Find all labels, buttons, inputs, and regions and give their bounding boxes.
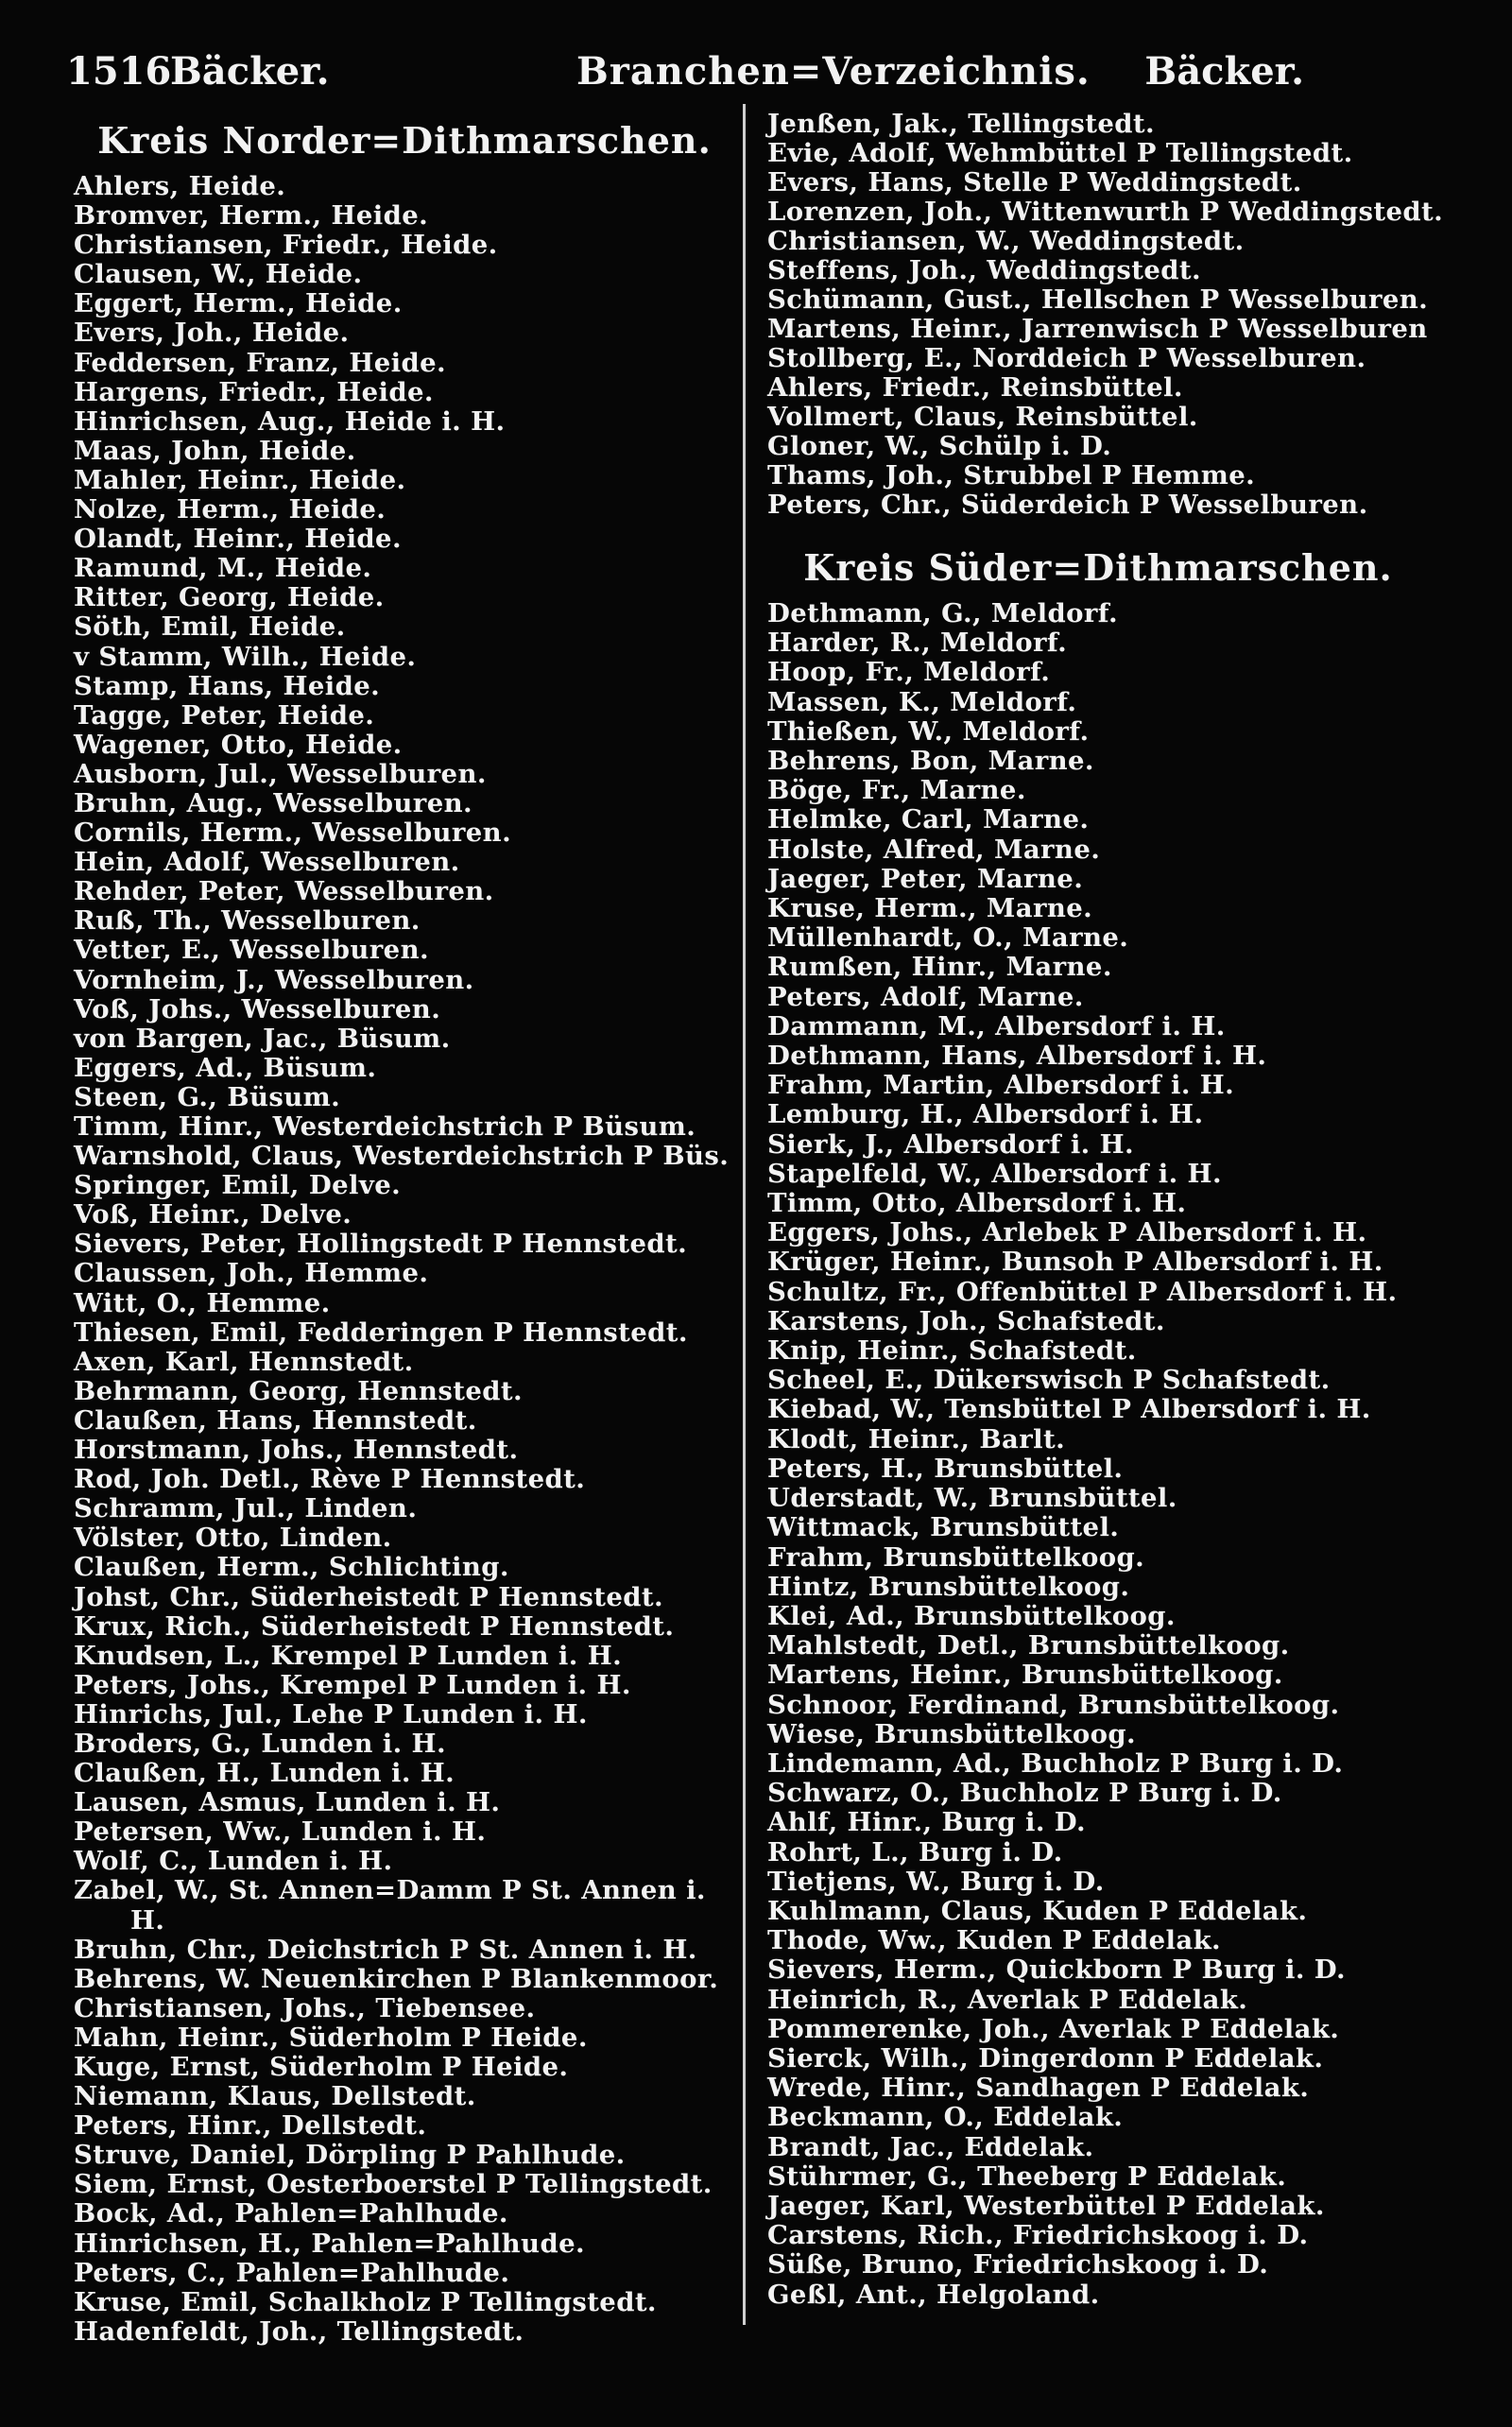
list-item: Ritter, Georg, Heide.: [74, 582, 385, 613]
list-item: Hinrichsen, Aug., Heide i. H.: [74, 405, 506, 437]
list-item: Peters, C., Pahlen=Pahlhude.: [74, 2257, 510, 2288]
list-item: Kruse, Emil, Schalkholz P Tellingstedt.: [74, 2286, 657, 2317]
list-item: Vollmert, Claus, Reinsbüttel.: [767, 402, 1198, 432]
list-item: Siem, Ernst, Oesterboerstel P Tellingstedt.: [74, 2169, 713, 2200]
list-item: Mahler, Heinr., Heide.: [74, 464, 406, 495]
list-item: Gloner, W., Schülp i. D.: [767, 431, 1112, 461]
header-right-keyword: Bäcker.: [1144, 49, 1304, 94]
list-item: Bruhn, Chr., Deichstrich P St. Annen i. H.: [74, 1934, 697, 1965]
list-item: Tietjens, W., Burg i. D.: [767, 1866, 1105, 1897]
list-item: Hinrichs, Jul., Lehe P Lunden i. H.: [74, 1698, 588, 1730]
list-item: Ausborn, Jul., Wesselburen.: [74, 758, 487, 789]
list-item: Axen, Karl, Hennstedt.: [74, 1346, 414, 1377]
list-item: Peters, Adolf, Marne.: [767, 981, 1084, 1012]
list-item: Claußen, Herm., Schlichting.: [74, 1552, 509, 1583]
list-item: Springer, Emil, Delve.: [74, 1170, 402, 1201]
list-item: Ramund, M., Heide.: [74, 553, 372, 584]
list-item: Martens, Heinr., Jarrenwisch P Wesselburen: [767, 314, 1428, 344]
list-item: Martens, Heinr., Brunsbüttelkoog.: [767, 1660, 1283, 1691]
list-item: Horstmann, Johs., Hennstedt.: [74, 1435, 519, 1466]
list-item: Steen, G., Büsum.: [74, 1081, 341, 1112]
list-item: Jaeger, Karl, Westerbüttel P Eddelak.: [767, 2190, 1325, 2221]
header-left-keyword: Bäcker.: [170, 49, 330, 94]
list-item: Knip, Heinr., Schafstedt.: [767, 1335, 1137, 1367]
list-item: Pommerenke, Joh., Averlak P Eddelak.: [767, 2013, 1340, 2044]
list-item: Kiebad, W., Tensbüttel P Albersdorf i. H.: [767, 1394, 1371, 1425]
list-item: Niemann, Klaus, Dellstedt.: [74, 2081, 476, 2112]
list-item: Kuge, Ernst, Süderholm P Heide.: [74, 2052, 569, 2082]
list-item: Ahlers, Heide.: [74, 171, 286, 201]
list-item: Knudsen, L., Krempel P Lunden i. H.: [74, 1640, 623, 1671]
list-item: Rod, Joh. Detl., Rève P Hennstedt.: [74, 1464, 586, 1495]
list-item: Zabel, W., St. Annen=Damm P St. Annen i. H.: [74, 1875, 706, 1936]
list-item: Evers, Hans, Stelle P Weddingstedt.: [767, 167, 1302, 198]
list-item: Dethmann, Hans, Albersdorf i. H.: [767, 1041, 1267, 1072]
list-item: Bock, Ad., Pahlen=Pahlhude.: [74, 2198, 508, 2229]
list-item: Schramm, Jul., Linden.: [74, 1493, 418, 1524]
list-item: Behrens, W. Neuenkirchen P Blankenmoor.: [74, 1963, 719, 1994]
list-item: Peters, Hinr., Dellstedt.: [74, 2110, 427, 2142]
page-number: 1516: [66, 49, 172, 94]
list-item: Krux, Rich., Süderheistedt P Hennstedt.: [74, 1610, 675, 1642]
list-item: Feddersen, Franz, Heide.: [74, 347, 447, 378]
list-item: Timm, Hinr., Westerdeichstrich P Büsum.: [74, 1111, 696, 1142]
list-item: Hintz, Brunsbüttelkoog.: [767, 1571, 1130, 1602]
list-item: von Bargen, Jac., Büsum.: [74, 1023, 451, 1054]
list-item: Wittmack, Brunsbüttel.: [767, 1512, 1120, 1543]
list-item: Claussen, Joh., Hemme.: [74, 1258, 429, 1289]
list-item: Claußen, Hans, Hennstedt.: [74, 1404, 477, 1436]
list-item: Timm, Otto, Albersdorf i. H.: [767, 1188, 1187, 1219]
list-item: v Stamm, Wilh., Heide.: [74, 641, 417, 672]
list-item: Behrmann, Georg, Hennstedt.: [74, 1375, 523, 1406]
list-item: Müllenhardt, O., Marne.: [767, 922, 1129, 954]
list-item: Mahlstedt, Detl., Brunsbüttelkoog.: [767, 1630, 1290, 1661]
list-item: Mahn, Heinr., Süderholm P Heide.: [74, 2022, 588, 2053]
list-item: Voß, Heinr., Delve.: [74, 1199, 352, 1231]
list-item: Uderstadt, W., Brunsbüttel.: [767, 1483, 1177, 1514]
list-item: Kuhlmann, Claus, Kuden P Eddelak.: [767, 1895, 1308, 1926]
list-item: Tagge, Peter, Heide.: [74, 699, 375, 731]
list-item: Clausen, W., Heide.: [74, 259, 363, 290]
list-item: Lemburg, H., Albersdorf i. H.: [767, 1099, 1204, 1130]
list-item: Sievers, Peter, Hollingstedt P Hennstedt.: [74, 1229, 688, 1260]
list-item: Thiesen, Emil, Fedderingen P Hennstedt.: [74, 1317, 688, 1348]
list-item: Claußen, H., Lunden i. H.: [74, 1758, 455, 1789]
list-item: Süße, Bruno, Friedrichskoog i. D.: [767, 2249, 1269, 2281]
list-item: Schwarz, O., Buchholz P Burg i. D.: [767, 1778, 1282, 1809]
list-item: Dethmann, G., Meldorf.: [767, 598, 1118, 628]
list-item: Ahlers, Friedr., Reinsbüttel.: [767, 372, 1183, 403]
list-item: Heinrich, R., Averlak P Eddelak.: [767, 1984, 1248, 2015]
list-item: Kruse, Herm., Marne.: [767, 893, 1093, 924]
list-item: Sierck, Wilh., Dingerdonn P Eddelak.: [767, 2042, 1324, 2074]
list-item: Witt, O., Hemme.: [74, 1287, 331, 1318]
list-item: Klei, Ad., Brunsbüttelkoog.: [767, 1600, 1176, 1631]
list-item: Rehder, Peter, Wesselburen.: [74, 876, 494, 907]
entry-list-sueder: [767, 599, 1429, 2310]
list-item: Warnshold, Claus, Westerdeichstrich P Büs.: [74, 1141, 730, 1172]
list-item: Stollberg, E., Norddeich P Wesselburen.: [767, 343, 1366, 373]
list-item: Rumßen, Hinr., Marne.: [767, 952, 1112, 983]
list-item: Stührmer, G., Theeberg P Eddelak.: [767, 2160, 1287, 2192]
list-item: Schnoor, Ferdinand, Brunsbüttelkoog.: [767, 1689, 1340, 1720]
list-item: Petersen, Ww., Lunden i. H.: [74, 1816, 487, 1848]
list-item: Johst, Chr., Süderheistedt P Hennstedt.: [74, 1581, 663, 1612]
list-item: Nolze, Herm., Heide.: [74, 494, 387, 525]
list-item: Behrens, Bon, Marne.: [767, 746, 1094, 777]
list-item: Harder, R., Meldorf.: [767, 628, 1068, 659]
header-title: Branchen=Verzeichnis.: [576, 49, 1091, 94]
list-item: Sierk, J., Albersdorf i. H.: [767, 1128, 1134, 1160]
entry-list-norder-continued: [767, 109, 1444, 520]
list-item: Rohrt, L., Burg i. D.: [767, 1836, 1063, 1868]
list-item: Krüger, Heinr., Bunsoh P Albersdorf i. H.: [767, 1247, 1383, 1278]
list-item: Hadenfeldt, Joh., Tellingstedt.: [74, 2315, 524, 2347]
list-item: Scheel, E., Dükerswisch P Schafstedt.: [767, 1365, 1331, 1396]
list-item: Völster, Otto, Linden.: [74, 1523, 392, 1554]
left-column: [74, 110, 735, 2347]
list-item: Peters, Johs., Krempel P Lunden i. H.: [74, 1669, 631, 1700]
list-item: Bromver, Herm., Heide.: [74, 200, 429, 232]
list-item: Hinrichsen, H., Pahlen=Pahlhude.: [74, 2228, 585, 2259]
list-item: Thode, Ww., Kuden P Eddelak.: [767, 1925, 1222, 1956]
list-item: Hein, Adolf, Wesselburen.: [74, 847, 460, 878]
list-item: Broders, G., Lunden i. H.: [74, 1728, 446, 1759]
list-item: Evie, Adolf, Wehmbüttel P Tellingstedt.: [767, 138, 1353, 168]
list-item: Wagener, Otto, Heide.: [74, 729, 403, 760]
list-item: Frahm, Brunsbüttelkoog.: [767, 1541, 1145, 1573]
list-item: Steffens, Joh., Weddingstedt.: [767, 255, 1201, 285]
list-item: Hargens, Friedr., Heide.: [74, 376, 434, 407]
list-item: Thams, Joh., Strubbel P Hemme.: [767, 460, 1256, 491]
list-item: Voß, Johs., Wesselburen.: [74, 993, 441, 1024]
list-item: Christiansen, Johs., Tiebensee.: [74, 1992, 536, 2023]
list-item: Holste, Alfred, Marne.: [767, 834, 1101, 865]
list-item: Vetter, E., Wesselburen.: [74, 935, 429, 966]
list-item: Cornils, Herm., Wesselburen.: [74, 818, 512, 849]
list-item: Wrede, Hinr., Sandhagen P Eddelak.: [767, 2073, 1310, 2104]
list-item: Massen, K., Meldorf.: [767, 686, 1077, 717]
list-item: Evers, Joh., Heide.: [74, 318, 350, 349]
list-item: Peters, Chr., Süderdeich P Wesselburen.: [767, 490, 1368, 520]
right-column: [767, 109, 1444, 2310]
list-item: Olandt, Heinr., Heide.: [74, 524, 402, 555]
list-item: Söth, Emil, Heide.: [74, 611, 346, 643]
list-item: Thießen, W., Meldorf.: [767, 715, 1090, 747]
list-item: Christiansen, Friedr., Heide.: [74, 230, 498, 261]
list-item: Geßl, Ant., Helgoland.: [767, 2279, 1100, 2310]
list-item: Ahlf, Hinr., Burg i. D.: [767, 1807, 1087, 1838]
list-item: Helmke, Carl, Marne.: [767, 804, 1090, 835]
list-item: Carstens, Rich., Friedrichskoog i. D.: [767, 2220, 1309, 2251]
list-item: Frahm, Martin, Albersdorf i. H.: [767, 1070, 1235, 1101]
list-item: Sievers, Herm., Quickborn P Burg i. D.: [767, 1954, 1347, 1986]
list-item: Lorenzen, Joh., Wittenwurth P Weddingstedt.: [767, 197, 1444, 227]
list-item: Eggers, Ad., Büsum.: [74, 1052, 377, 1083]
list-item: Wiese, Brunsbüttelkoog.: [767, 1718, 1136, 1749]
list-item: Wolf, C., Lunden i. H.: [74, 1846, 393, 1877]
list-item: Maas, John, Heide.: [74, 435, 356, 466]
list-item: Beckmann, O., Eddelak.: [767, 2102, 1124, 2133]
list-item: Jenßen, Jak., Tellingstedt.: [767, 109, 1155, 139]
list-item: Christiansen, W., Weddingstedt.: [767, 226, 1245, 256]
column-divider: [743, 104, 746, 2325]
list-item: Hoop, Fr., Meldorf.: [767, 657, 1051, 688]
list-item: Dammann, M., Albersdorf i. H.: [767, 1010, 1226, 1041]
list-item: Lausen, Asmus, Lunden i. H.: [74, 1787, 501, 1818]
list-item: Schümann, Gust., Hellschen P Wesselburen.: [767, 284, 1429, 315]
list-item: Schultz, Fr., Offenbüttel P Albersdorf i. H.: [767, 1276, 1398, 1307]
entry-list-norder: [74, 172, 735, 2347]
list-item: Jaeger, Peter, Marne.: [767, 863, 1084, 894]
list-item: Stamp, Hans, Heide.: [74, 670, 381, 701]
list-item: Vornheim, J., Wesselburen.: [74, 964, 474, 995]
list-item: Karstens, Joh., Schafstedt.: [767, 1305, 1165, 1336]
section-title-norder-dithmarschen: Kreis Norder=Dithmarschen.: [97, 119, 712, 162]
list-item: Eggers, Johs., Arlebek P Albersdorf i. H.: [767, 1217, 1367, 1248]
list-item: Lindemann, Ad., Buchholz P Burg i. D.: [767, 1747, 1344, 1779]
list-item: Struve, Daniel, Dörpling P Pahlhude.: [74, 2140, 626, 2171]
section-title-sueder-dithmarschen: Kreis Süder=Dithmarschen.: [803, 546, 1393, 589]
list-item: Stapelfeld, W., Albersdorf i. H.: [767, 1158, 1222, 1189]
list-item: Brandt, Jac., Eddelak.: [767, 2131, 1094, 2162]
list-item: Bruhn, Aug., Wesselburen.: [74, 787, 472, 818]
list-item: Eggert, Herm., Heide.: [74, 288, 403, 319]
list-item: Ruß, Th., Wesselburen.: [74, 905, 421, 937]
list-item: Böge, Fr., Marne.: [767, 775, 1026, 806]
list-item: Peters, H., Brunsbüttel.: [767, 1453, 1124, 1484]
page-header: [66, 49, 1304, 106]
list-item: Klodt, Heinr., Barlt.: [767, 1423, 1066, 1454]
